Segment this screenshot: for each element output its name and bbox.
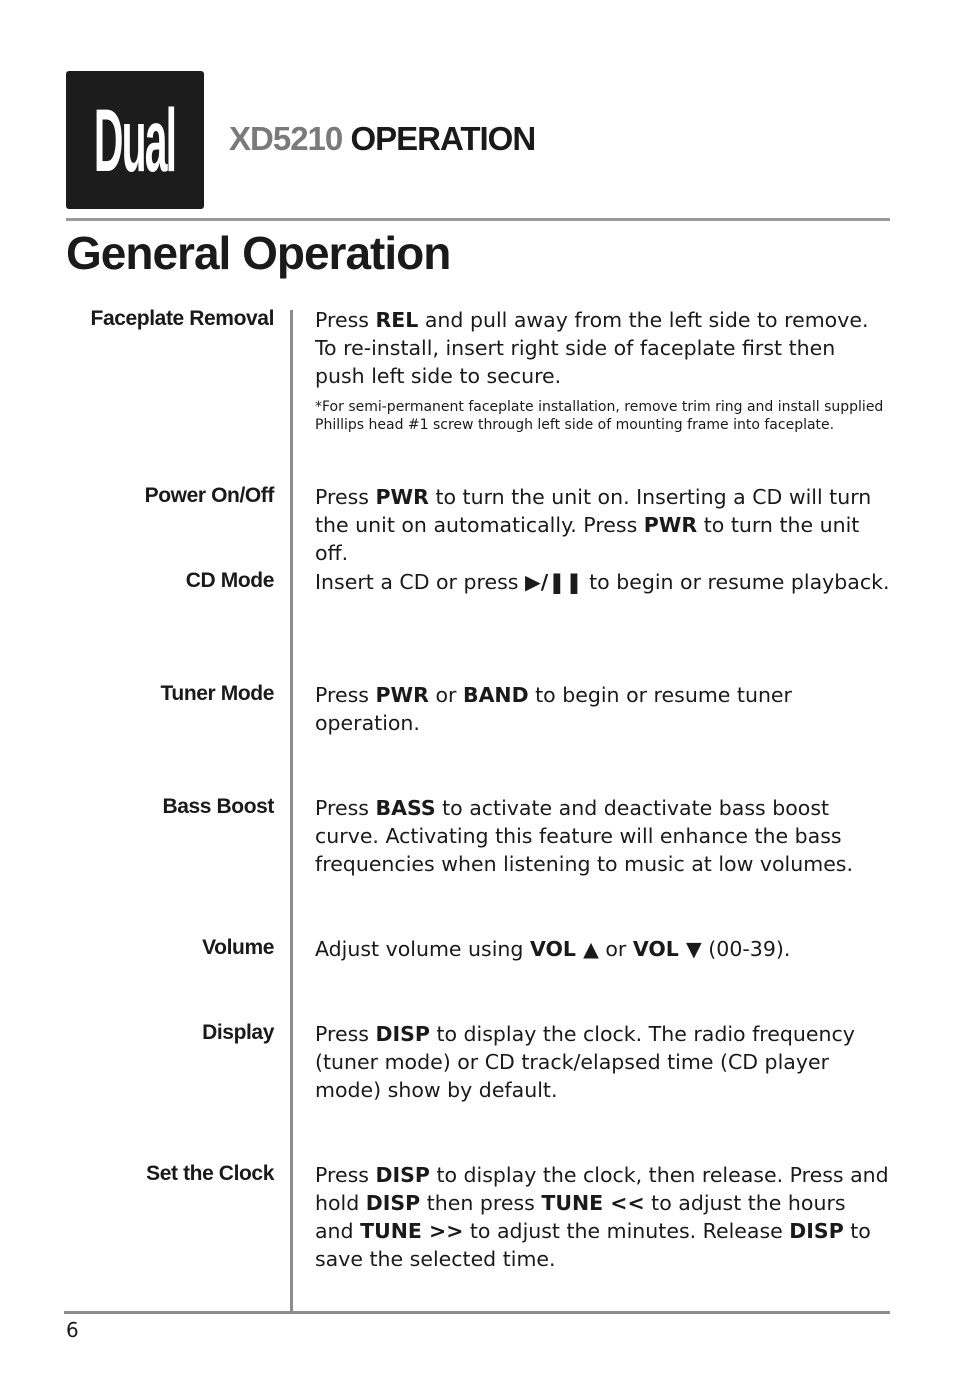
note-faceplate-removal: *For semi-permanent faceplate installation, remove trim ring and install supplied Phillips head #1 screw through left side of mounting frame into faceplate. — [315, 399, 884, 433]
desc-set-the-clock: Press DISP to display the clock, then release. Press and hold DISP then press TUNE << to adjust the hours and TUNE >> to adjust the minutes. Release DISP to save the selected time. — [315, 1163, 889, 1271]
bottom-rule — [64, 1311, 890, 1314]
desc-volume: Adjust volume using VOL ▲ or VOL ▼ (00-39). — [315, 937, 791, 961]
column-divider — [290, 310, 293, 1312]
play-pause-icon: ▶/❚❚ — [524, 570, 583, 594]
label-display: Display — [202, 1021, 274, 1044]
desc-cd-mode: Insert a CD or press ▶/❚❚ to begin or resume playback. — [315, 570, 890, 594]
label-volume: Volume — [202, 936, 274, 959]
dual-logo: Dual — [66, 71, 204, 209]
model-number: XD5210 — [229, 120, 343, 157]
desc-power-on-off: Press PWR to turn the unit on. Inserting a CD will turn the unit on automatically. Press PWR to turn the unit off. — [315, 485, 872, 565]
desc-bass-boost: Press BASS to activate and deactivate bass boost curve. Activating this feature will enhance the bass frequencies when listening to music at low volumes. — [315, 796, 854, 876]
desc-faceplate-removal: Press REL and pull away from the left side to remove. To re-install, insert right side of faceplate first then push left side to secure. — [315, 308, 869, 388]
label-power-on-off: Power On/Off — [144, 484, 274, 507]
desc-tuner-mode: Press PWR or BAND to begin or resume tuner operation. — [315, 683, 792, 735]
label-faceplate-removal: Faceplate Removal — [90, 307, 274, 330]
section-title: OPERATION — [350, 120, 536, 157]
top-rule — [66, 218, 890, 221]
label-bass-boost: Bass Boost — [162, 795, 274, 818]
header-title — [229, 120, 535, 158]
page-number: 6 — [66, 1318, 79, 1342]
label-set-the-clock: Set the Clock — [146, 1162, 274, 1185]
desc-display: Press DISP to display the clock. The radio frequency (tuner mode) or CD track/elapsed time (CD player mode) show by default. — [315, 1022, 855, 1102]
page-heading: General Operation — [66, 227, 451, 279]
label-tuner-mode: Tuner Mode — [160, 682, 274, 705]
label-cd-mode: CD Mode — [185, 569, 274, 592]
